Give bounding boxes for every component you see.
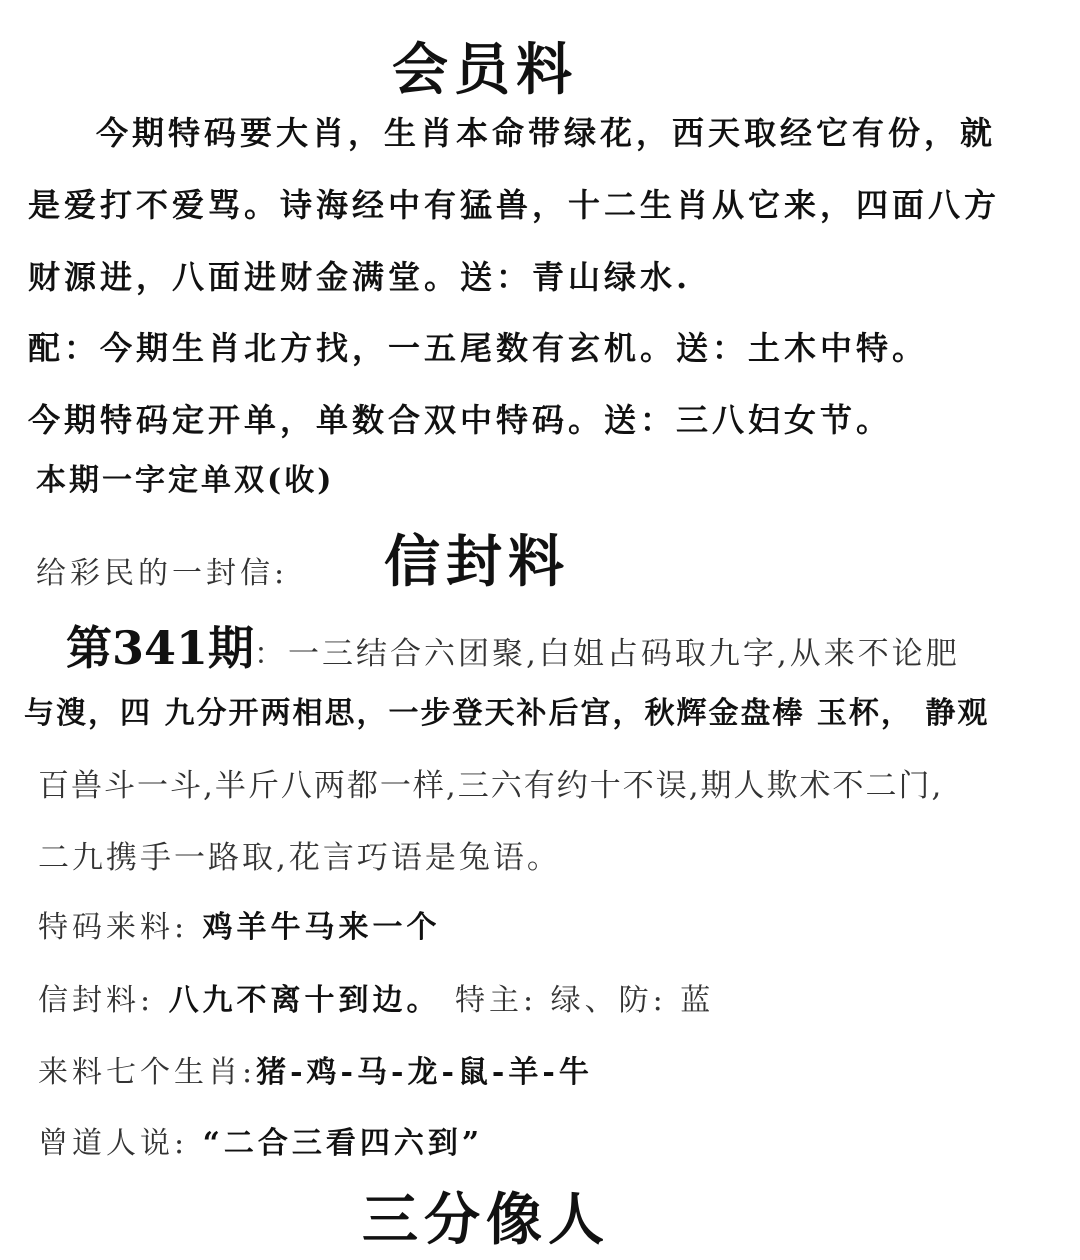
saying-label: 曾道人说: [38, 1126, 189, 1161]
envelope-line [38, 975, 714, 1019]
paragraph-line: 二九携手一路取,花言巧语是兔语。 [38, 840, 561, 876]
envelope-label: 信封料: [38, 983, 155, 1018]
envelope-extra: 特主: 绿、防: 蓝 [455, 983, 715, 1018]
zodiac-line [38, 1047, 593, 1091]
zodiac-value: 猪-鸡-马-龙-鼠-羊-牛 [256, 1055, 593, 1090]
paragraph-line: 是爱打不爱骂。诗海经中有猛兽，十二生肖从它来，四面八方 [28, 186, 1001, 224]
special-code-line [38, 902, 441, 946]
paragraph-line: 配：今期生肖北方找，一五尾数有玄机。送：土木中特。 [28, 329, 929, 367]
issue-number: 第341期 [66, 621, 255, 675]
single-double-note: 本期一字定单双(收) [36, 463, 335, 498]
issue-line [66, 612, 960, 675]
section-title-member: 会员料 [392, 38, 578, 103]
issue-colon: ： [254, 637, 289, 672]
paragraph-line: 今期特码要大肖，生肖本命带绿花，西天取经它有份，就 [96, 114, 997, 152]
saying-line [38, 1118, 483, 1162]
section-title-envelope: 信封料 [384, 530, 570, 595]
paragraph-line: 百兽斗一斗,半斤八两都一样,三六有约十不误,期人欺术不二门, [38, 768, 944, 804]
letter-intro: 给彩民的一封信: [36, 556, 289, 591]
envelope-value: 八九不离十到边。 [168, 983, 441, 1018]
zodiac-label: 来料七个生肖: [38, 1055, 257, 1090]
paragraph-line: 今期特码定开单，单数合双中特码。送：三八妇女节。 [28, 401, 893, 439]
special-code-label: 特码来料: [38, 910, 189, 945]
paragraph-line: 与溲，四 九分开两相思，一步登天补后宫，秋辉金盘棒 玉杯， 静观 [24, 696, 990, 731]
section-title-three-parts: 三分像人 [362, 1188, 610, 1253]
issue-text: 一三结合六团聚,白姐占码取九字,从来不论肥 [288, 636, 960, 672]
paragraph-line: 财源进，八面进财金满堂。送：青山绿水. [28, 258, 692, 296]
special-code-value: 鸡羊牛马来一个 [202, 910, 441, 945]
saying-value: “二合三看四六到” [202, 1126, 484, 1161]
